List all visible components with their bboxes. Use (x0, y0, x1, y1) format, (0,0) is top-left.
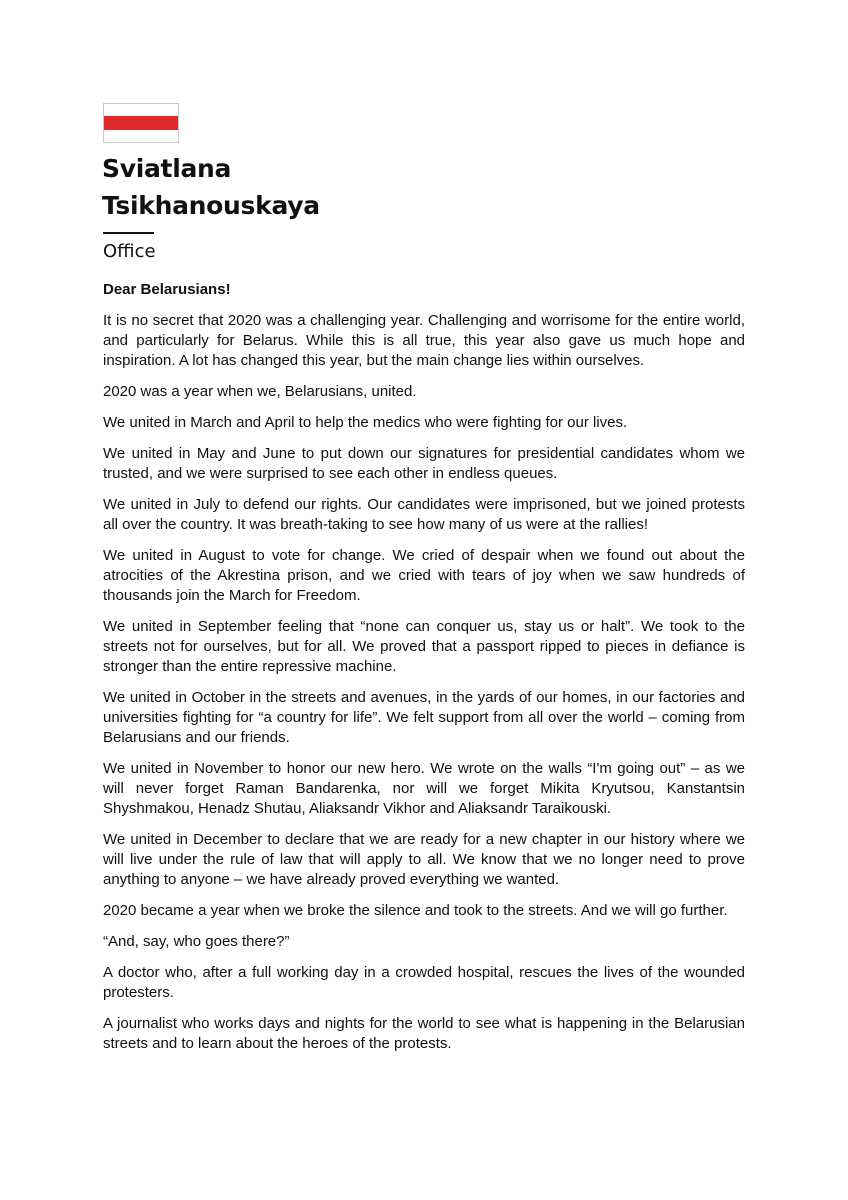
letterhead-office-label: Office (103, 241, 156, 262)
letterhead-divider (103, 232, 154, 234)
letter-paragraph: We united in November to honor our new hero. We wrote on the walls “I'm going out” – as we will never forget Raman Bandarenka, nor will we forget Mikita Kryutsou, Kanstantsin Shyshmakou, Henadz Shutau, Aliaksandr Vikhor and Aliaksandr Taraikouski. (103, 760, 745, 817)
letter-paragraph: A journalist who works days and nights for the world to see what is happening in the Belarusian streets and to learn about the heroes of the protests. (103, 1015, 745, 1052)
letter-paragraph: We united in September feeling that “none can conquer us, stay us or halt”. We took to the streets not for ourselves, but for all. We proved that a passport ripped to pieces in defiance is stronger than the entire repressive machine. (103, 618, 745, 675)
letter-paragraph: It is no secret that 2020 was a challenging year. Challenging and worrisome for the entire world, and particularly for Belarus. While this is all true, this year also gave us much hope and inspiration. A lot has changed this year, but the main change lies within ourselves. (103, 312, 745, 369)
letter-paragraph: A doctor who, after a full working day in a crowded hospital, rescues the lives of the wounded protesters. (103, 964, 745, 1001)
letter-paragraph: We united in October in the streets and avenues, in the yards of our homes, in our factories and universities fighting for “a country for life”. We felt support from all over the world – coming from Belarusians and our friends. (103, 689, 745, 746)
letterhead-name-line1: Sviatlana (102, 154, 232, 183)
letter-greeting: Dear Belarusians! (103, 281, 231, 298)
letter-body (103, 280, 745, 1065)
letter-paragraph: We united in March and April to help the medics who were fighting for our lives. (103, 414, 628, 431)
letterhead-name (102, 150, 502, 224)
letter-paragraph: We united in August to vote for change. We cried of despair when we found out about the atrocities of the Akrestina prison, and we cried with tears of joy when we saw hundreds of thousands join the March for Freedom. (103, 547, 745, 604)
letter-paragraph: We united in May and June to put down our signatures for presidential candidates whom we trusted, and we were surprised to see each other in endless queues. (103, 445, 745, 482)
letter-paragraph: 2020 became a year when we broke the silence and took to the streets. And we will go further. (103, 902, 728, 919)
letter-paragraph: “And, say, who goes there?” (103, 933, 290, 950)
flag-stripe-bottom (104, 130, 178, 142)
belarus-white-red-white-flag-icon (103, 103, 179, 143)
letter-paragraph: 2020 was a year when we, Belarusians, united. (103, 383, 417, 400)
letterhead-name-line2: Tsikhanouskaya (102, 191, 320, 220)
letter-paragraph: We united in July to defend our rights. Our candidates were imprisoned, but we joined protests all over the country. It was breath-taking to see how many of us were at the rallies! (103, 496, 745, 533)
flag-stripe-top (104, 104, 178, 116)
letter-paragraph: We united in December to declare that we are ready for a new chapter in our history where we will live under the rule of law that will apply to all. We know that we no longer need to prove anything to anyone – we have already proved everything we wanted. (103, 831, 745, 888)
flag-stripe-middle (104, 116, 178, 130)
